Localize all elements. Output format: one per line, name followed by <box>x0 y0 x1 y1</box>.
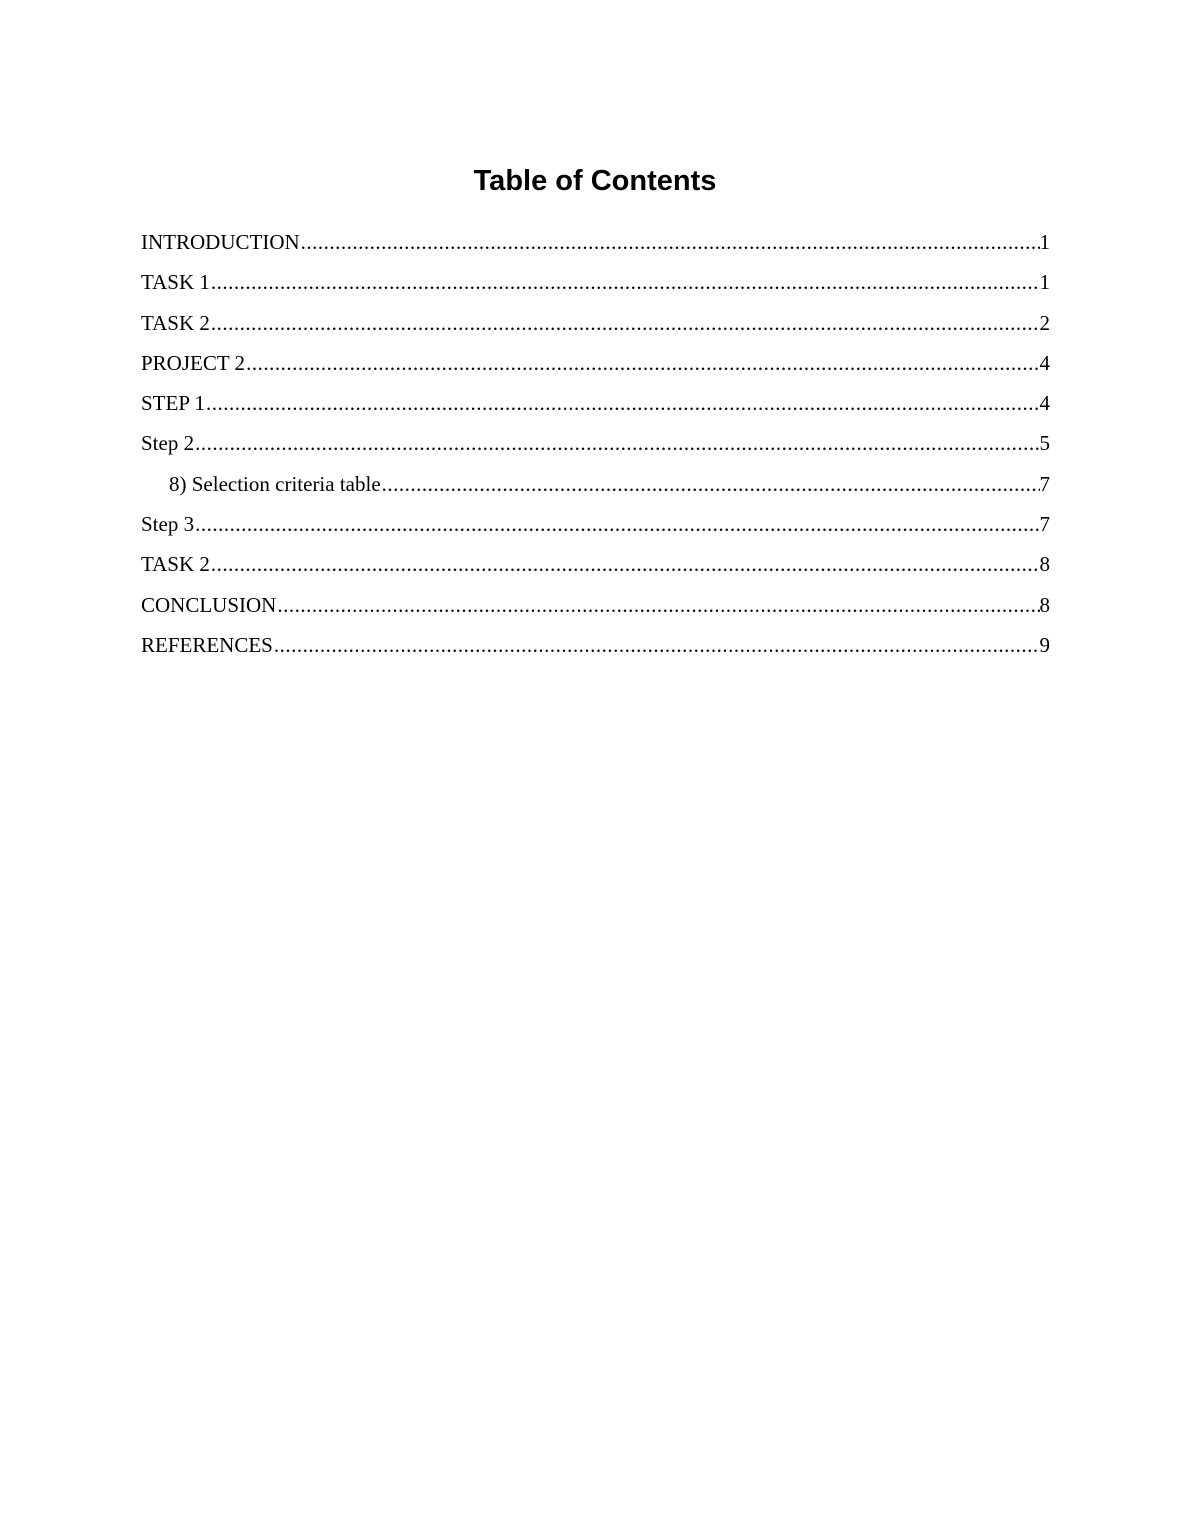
toc-dot-leader <box>381 470 1040 498</box>
toc-dot-leader <box>210 268 1040 296</box>
toc-dot-leader <box>245 349 1039 377</box>
toc-entry-page-number: 4 <box>1039 350 1050 375</box>
toc-entry-label: Step 3 <box>141 512 195 537</box>
toc-entry-label: TASK 1 <box>141 270 210 295</box>
toc-dot-leader <box>300 228 1040 256</box>
toc-entry-label: Step 2 <box>141 431 195 456</box>
toc-entry-page-number: 7 <box>1039 471 1050 496</box>
toc-entry-page-number: 5 <box>1039 431 1050 456</box>
toc-entry-label: STEP 1 <box>141 391 205 416</box>
toc-entry-step-1[interactable] <box>141 389 1050 429</box>
toc-entry-selection-criteria-table[interactable] <box>141 470 1050 510</box>
toc-entry-label: INTRODUCTION <box>141 230 300 254</box>
toc-entry-task-1[interactable] <box>141 268 1050 308</box>
toc-entry-page-number: 7 <box>1039 512 1050 537</box>
toc-entry-page-number: 8 <box>1039 592 1050 617</box>
toc-dot-leader <box>194 510 1039 538</box>
toc-dot-leader <box>273 631 1040 659</box>
toc-entry-step-2[interactable] <box>141 429 1050 469</box>
toc-dot-leader <box>210 309 1040 337</box>
toc-entry-task-2[interactable] <box>141 309 1050 349</box>
toc-dot-leader <box>194 429 1039 457</box>
toc-entry-project-2[interactable] <box>141 349 1050 389</box>
toc-entry-label: PROJECT 2 <box>141 350 246 375</box>
toc-entry-step-3[interactable] <box>141 510 1050 550</box>
toc-title: Table of Contents <box>473 165 717 197</box>
toc-entry-conclusion[interactable] <box>141 591 1050 631</box>
toc-entry-page-number: 2 <box>1039 310 1050 335</box>
toc-entry-page-number: 1 <box>1039 230 1050 254</box>
toc-dot-leader <box>276 591 1039 619</box>
toc-entry-introduction[interactable] <box>141 228 1050 268</box>
toc-entry-label: 8) Selection criteria table <box>169 471 381 496</box>
toc-entry-label: REFERENCES <box>141 632 273 657</box>
toc-entry-label: TASK 2 <box>141 552 210 577</box>
toc-entry-page-number: 9 <box>1039 632 1050 657</box>
toc-entry-label: TASK 2 <box>141 310 210 335</box>
toc-dot-leader <box>205 389 1040 417</box>
toc-list <box>141 228 1050 671</box>
toc-entry-page-number: 4 <box>1039 391 1050 416</box>
toc-dot-leader <box>210 550 1040 578</box>
toc-entry-task-2-second[interactable] <box>141 550 1050 590</box>
toc-entry-references[interactable] <box>141 631 1050 671</box>
toc-entry-page-number: 1 <box>1039 270 1050 295</box>
toc-entry-page-number: 8 <box>1039 552 1050 577</box>
toc-entry-label: CONCLUSION <box>141 592 277 617</box>
